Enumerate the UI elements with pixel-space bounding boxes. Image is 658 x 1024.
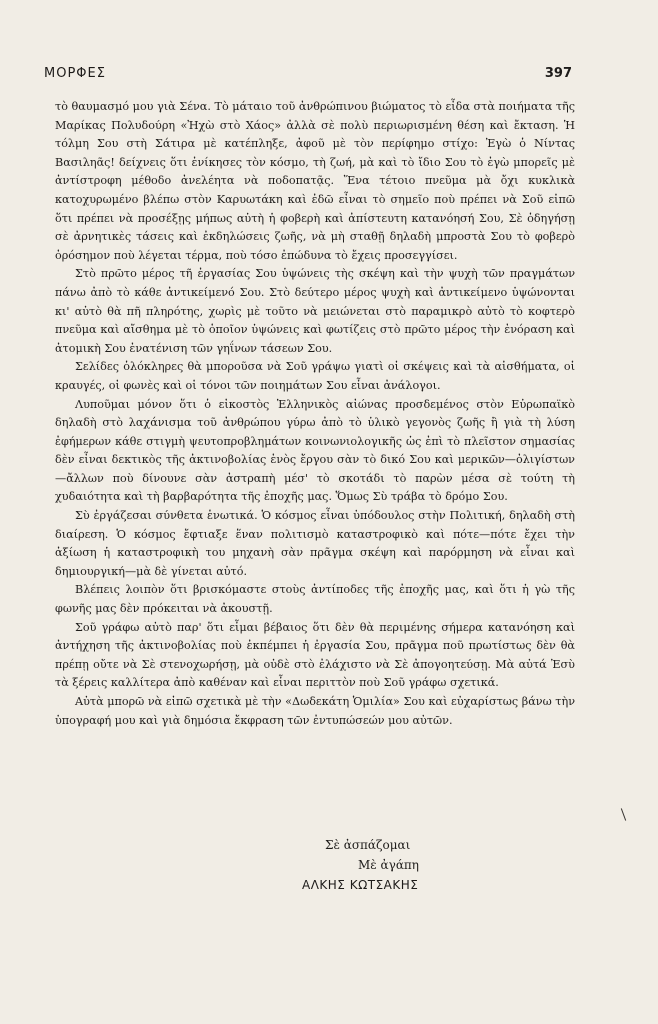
margin-mark [621,808,626,821]
paragraph-7: Σοῦ γράφω αὐτὸ παρ' ὅτι εἶμαι βέβαιος ὅτι δὲν θὰ περιμένης σήμερα κατανόηση καὶ ἀντήχηση τῆς ἀκτινοβολίας ποὺ ἐκπέμπει ἡ ἐργασία Σου, πρᾶγμα ποῦ πρωτίστως δὲν θὰ πρέπῃ οὔτε νὰ Σὲ στενοχωρήσῃ, μὰ οὐδὲ στὸ ἐλάχιστο νὰ Σὲ ἀπογοητεύσῃ. Μὰ αὐτά Ἐσὺ τὰ ξέρεις καλλίτερα ἀπὸ καθέναν καὶ εἶναι περιττὸν ποὺ Σοῦ γράφω σχετικά. [55,620,575,690]
paragraph-4: Λυποῦμαι μόνον ὅτι ὁ εἰκοστὸς Ἑλληνικὸς αἰώνας προσδεμένος στὸν Εὐρωπαϊκὸ δηλαδὴ στὸ λαχάνισμα τοῦ ἀνθρώπου γύρω ἀπὸ τὸ ὑλικὸ γεγονὸς ζωῆς ἢ γιὰ τὴ λύση ἐφήμερων κάθε στιγμὴ ψευτοπροβλημάτων κοινωνιολογικῆς ὡς ἐπὶ τὸ πλεῖστον σημασίας δὲν εἶναι δεκτικὸς τῆς ἀκτινοβολίας ἑνὸς ἔργου σὰν τὸ δικό Σου καὶ μερικῶν—ὀλιγίστων—ἄλλων ποὺ δίνουνε σὰν ἀστραπὴ μέσ' τὸ σκοτάδι τὸ παρὼν μέσα σὲ τούτη τὴ χυδαιότητα καὶ τὴ βαρβαρότητα τῆς ἐποχῆς μας. Ὅμως Σὺ τράβα τὸ δρόμο Σου. [55,397,575,504]
page-number: 397 [544,66,572,81]
paragraph-8: Αὐτὰ μπορῶ νὰ εἰπῶ σχετικὰ μὲ τὴν «Δωδεκάτη Ὁμιλία» Σου καὶ εὐχαρίστως βάνω τὴν ὑπογραφή μου καὶ γιὰ δημόσια ἔκφραση τῶν ἐντυπώσεών μου αὐτῶν. [55,695,575,727]
paragraph-1: τὸ θαυμασμό μου γιὰ Σένα. Τὸ μάταιο τοῦ ἀνθρώπινου βιώματος τὸ εἶδα στὰ ποιήματα τῆς Μαρίκας Πολυδούρη «Ἠχὼ στὸ Χάος» ἀλλὰ σὲ πολὺ περιωρισμένη θέση καὶ ἔκταση. Ἡ τόλμη Σου στὴ Σάτιρα μὲ κατέπληξε, ἀφοῦ μὲ τὸν περίφημο στίχο: Ἐγὼ ὁ Νίντας Βασιληᾶς! δείχνεις ὅτι ἐνίκησες τὸν κόσμο, τὴ ζωή, μὰ καὶ τὸ ἴδιο Σου τὸ ἐγὼ μπορεῖς μὲ ἀντίστροφη μέθοδο ἀνελέητα νὰ ποδοπατᾷς. Ἕνα τέτοιο πνεῦμα μὰ ὄχι κυκλικὰ κατοχυρωμένο βλέπω στὸν Καρυωτάκη καὶ ἐδῶ εἶναι τὸ σημεῖο ποὺ πρέπει νὰ Σοῦ εἰπῶ ὅτι πρέπει νὰ προσέξῃς μήπως αὐτὴ ἡ φοβερὴ καὶ ἀπίστευτη κατανόησή Σου, Σὲ ὁδηγήσῃ σὲ ἀρνητικὲς τάσεις καὶ ἐκδηλώσεις ζωῆς, νὰ μὴ σταθῇ δηλαδὴ μπροστὰ Σου τὸ φοβερὸ ὁρόσημον ποὺ λέγεται τέρμα, ποὺ τόσο ἐπώδυνα τὸ ἔχεις προσεγγίσει. [55,100,575,262]
running-header [44,66,572,81]
signature: ΑΛΚΗΣ ΚΩΤΣΑΚΗΣ [302,878,419,892]
paragraph-6: Βλέπεις λοιπὸν ὅτι βρισκόμαστε στοὺς ἀντίποδες τῆς ἐποχῆς μας, καὶ ὅτι ἡ γὼ τῆς φωνῆς μας δὲν πρόκειται νὰ ἀκουστῇ. [55,583,575,616]
closing: Μὲ ἀγάπη [358,858,419,872]
journal-title: ΜΟΡΦΕΣ [44,66,106,81]
letter-body [55,98,575,730]
paragraph-2: Στὸ πρῶτο μέρος τῆ ἐργασίας Σου ὑψώνεις τὴς σκέψη καὶ τὴν ψυχὴ τῶν πραγμάτων πάνω ἀπὸ τὸ κάθε ἀντικείμενό Σου. Στὸ δεύτερο μέρος ψυχὴ καὶ ἀντικείμενο ὑψώνονται κι' αὐτὸ θὰ πῆ πληρότης, χωρὶς μὲ τοῦτο νὰ μειώνεται στὸ παραμικρὸ αὐτὸ τὸ κοφτερὸ πνεῦμα καὶ αἴσθημα μὲ τὸ ὁποῖον ὑψώνεις καὶ φωτίζεις στὸ πρῶτο μέρος τὴν ἐνόραση καὶ ἀτομικὴ Σου ἐνατένιση τῶν γηΐνων τάσεων Σου. [55,267,575,355]
greeting: Σὲ ἀσπάζομαι [325,838,411,852]
paragraph-5: Σὺ ἐργάζεσαι σύνθετα ἑνωτικά. Ὁ κόσμος εἶναι ὑπόδουλος στὴν Πολιτική, δηλαδὴ στὴ διαίρεση. Ὁ κόσμος ἔφτιαξε ἕναν πολιτισμὸ καταστροφικὸ καὶ πότε—πότε ἔχει τὴν ἀξίωση ἡ καταστροφικὴ του μηχανὴ σὰν πρᾶγμα σκέψη καὶ παρόρμηση νὰ εἶναι καὶ δημιουργική—μὰ δὲ γίνεται αὐτό. [55,509,575,578]
paragraph-3: Σελίδες ὁλόκληρες θὰ μποροῦσα νὰ Σοῦ γράψω γιατὶ οἱ σκέψεις καὶ τὰ αἰσθήματα, οἱ κραυγές, οἱ φωνὲς καὶ οἱ τόνοι τῶν ποιημάτων Σου εἶναι ἀνάλογοι. [55,360,575,392]
